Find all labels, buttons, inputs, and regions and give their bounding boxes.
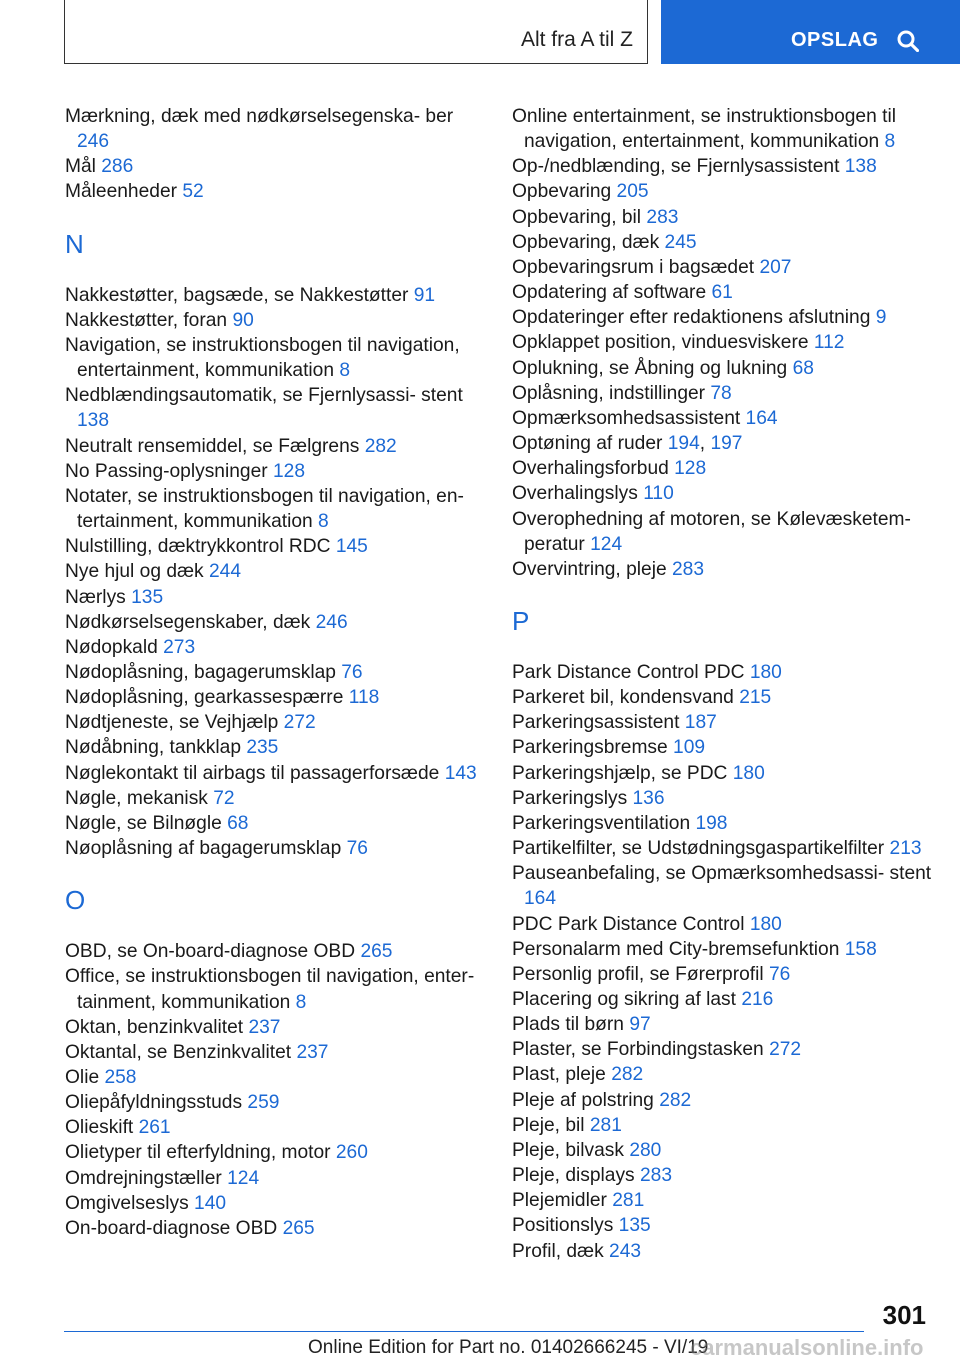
index-entry — [65, 964, 485, 1014]
page-link[interactable]: 61 — [711, 282, 733, 304]
page-link[interactable]: 246 — [77, 131, 110, 153]
index-entry — [65, 610, 485, 635]
page-link[interactable]: 286 — [101, 156, 134, 178]
index-entry-text: Nødoplåsning, bagagerumsklap — [65, 661, 336, 683]
page-link[interactable]: 244 — [209, 561, 242, 583]
index-entry — [512, 154, 932, 179]
index-entry-text: Pleje, bil — [512, 1114, 585, 1136]
index-entry — [512, 280, 932, 305]
index-entry-text: Parkeringslys — [512, 787, 628, 809]
page-link[interactable]: 281 — [589, 1114, 622, 1136]
index-entry — [65, 434, 485, 459]
index-entry-text: Overhalingsforbud — [512, 458, 669, 480]
page-link[interactable]: 213 — [889, 838, 922, 860]
page-link[interactable]: 78 — [710, 382, 732, 404]
page-link[interactable]: 237 — [248, 1016, 281, 1038]
page-link[interactable]: 124 — [227, 1167, 260, 1189]
page-link[interactable]: 198 — [695, 812, 728, 834]
index-entry — [65, 1040, 485, 1065]
index-entry — [65, 154, 485, 179]
index-entry — [512, 456, 932, 481]
index-entry-text: Oplåsning, indstillinger — [512, 382, 706, 404]
page-link[interactable]: 180 — [749, 661, 782, 683]
index-entry-text: Opbevaring, dæk — [512, 231, 660, 253]
page-link[interactable]: 138 — [844, 156, 877, 178]
index-entry — [65, 383, 485, 433]
index-entry-text: Måleenheder — [65, 181, 178, 203]
page-link[interactable]: 91 — [413, 284, 436, 306]
index-entry: Optøning af ruder 194, 197 — [512, 433, 743, 455]
index-entry-text: Parkeringsbremse — [512, 737, 668, 759]
index-entry — [65, 1166, 485, 1191]
index-entry — [512, 685, 932, 710]
index-entry-text: Plads til børn — [512, 1014, 624, 1036]
page-link[interactable]: 265 — [282, 1217, 315, 1239]
index-entry-text: OBD, se On-board-diagnose OBD — [65, 941, 356, 963]
index-entry — [65, 1090, 485, 1115]
index-entry-text: Omgivelseslys — [65, 1192, 189, 1214]
page-link[interactable]: 76 — [341, 661, 363, 683]
index-entry — [512, 507, 932, 557]
index-entry-text: Opklappet position, vinduesviskere — [512, 332, 809, 354]
index-entry-text: Omdrejningstæller — [65, 1167, 222, 1189]
page-link[interactable]: 194 — [667, 433, 700, 455]
index-letter-heading: O — [65, 885, 86, 916]
index-entry — [65, 484, 485, 534]
index-entry-text: Oliepåfyldningsstuds — [65, 1092, 243, 1114]
index-entry-text: Op-/nedblænding, se Fjernlysassistent — [512, 156, 840, 178]
index-entry-text: Pauseanbefaling, se Opmærksomhedsassi‐ stent — [512, 863, 932, 885]
index-entry — [512, 937, 932, 962]
index-entry — [512, 1188, 932, 1213]
page-link[interactable]: 110 — [643, 483, 674, 505]
index-entry — [512, 1012, 932, 1037]
page-link[interactable]: 245 — [664, 231, 697, 253]
page-link[interactable]: 197 — [710, 433, 743, 455]
index-entry-text: Neutralt rensemiddel, se Fælgrens — [65, 435, 360, 457]
page-link[interactable]: 283 — [640, 1165, 673, 1187]
index-entry-text: Oplukning, se Åbning og lukning — [512, 357, 788, 379]
index-entry — [512, 406, 932, 431]
index-entry-text: Opdatering af software — [512, 282, 707, 304]
index-entry-text: Placering og sikring af last — [512, 989, 736, 1010]
page-link[interactable]: 235 — [246, 737, 279, 759]
index-entry-text: On-board-diagnose OBD — [65, 1217, 278, 1239]
index-entry-text: Partikelfilter, se Udstødningsgaspartikelfilter — [512, 838, 885, 860]
index-entry-text: Park Distance Control PDC — [512, 661, 745, 683]
index-entry — [512, 836, 932, 861]
index-entry — [65, 585, 485, 610]
index-entry-text: Notater, se instruktionsbogen til navigation, en‐ tertainment, kommunikation — [65, 485, 464, 533]
page-link[interactable]: 138 — [77, 410, 110, 432]
index-entry — [512, 987, 932, 1012]
page-link[interactable]: 282 — [611, 1064, 644, 1086]
page-link[interactable]: 216 — [741, 989, 774, 1010]
index-entry-text: Positionslys — [512, 1215, 614, 1237]
page-link[interactable]: 8 — [339, 360, 351, 382]
index-entry — [512, 735, 932, 760]
index-entry-text: Nøgle, se Bilnøgle — [65, 812, 222, 834]
page-link[interactable]: 118 — [348, 687, 380, 709]
index-entry-text: Parkeringshjælp, se PDC — [512, 762, 728, 784]
page-link[interactable]: 97 — [629, 1014, 651, 1036]
page-link[interactable]: 282 — [364, 435, 397, 457]
page-link[interactable]: 8 — [884, 131, 896, 153]
index-entry — [512, 205, 932, 230]
index-entry — [65, 1115, 485, 1140]
index-entry — [65, 308, 485, 333]
page-link[interactable]: 90 — [232, 309, 254, 331]
index-entry — [65, 735, 485, 760]
page-link[interactable]: 9 — [875, 307, 887, 329]
index-entry-text: No Passing-oplysninger — [65, 460, 268, 482]
index-entry — [65, 1216, 485, 1241]
page-link[interactable]: 187 — [684, 712, 717, 734]
search-icon — [897, 30, 919, 52]
watermark: carmanualsonline.info — [690, 1335, 924, 1360]
page-link[interactable]: 207 — [759, 256, 792, 278]
page-link[interactable]: 260 — [335, 1142, 368, 1164]
index-entry-text: Nødopkald — [65, 636, 158, 658]
index-entry — [65, 534, 485, 559]
index-entry-text: Nødkørselsegenskaber, dæk — [65, 611, 311, 633]
index-entry-text: Nødåbning, tankklap — [65, 737, 241, 759]
page-link[interactable]: 281 — [612, 1190, 645, 1212]
index-entry — [512, 811, 932, 836]
index-entry-text: Nødtjeneste, se Vejhjælp — [65, 712, 279, 734]
index-letter-heading: N — [65, 228, 84, 259]
page-link[interactable]: 272 — [769, 1039, 802, 1061]
index-entry — [65, 104, 485, 154]
index-entry-text: Nulstilling, dæktrykkontrol RDC — [65, 536, 331, 558]
page-link[interactable]: 8 — [295, 991, 307, 1013]
page-link[interactable]: 136 — [632, 787, 665, 809]
page-link[interactable]: 72 — [213, 787, 235, 809]
page-link[interactable]: 261 — [138, 1117, 171, 1139]
index-entry — [65, 836, 485, 861]
page-link[interactable]: 273 — [163, 636, 196, 658]
index-entry — [512, 330, 932, 355]
index-entry — [65, 660, 485, 685]
index-entry — [512, 104, 932, 154]
index-entry — [512, 1113, 932, 1138]
index-entry — [65, 786, 485, 811]
index-entry-text: Navigation, se instruktionsbogen til navigation, entertainment, kommunikation — [65, 334, 460, 382]
index-entry — [65, 179, 485, 204]
page-link[interactable]: 283 — [646, 206, 679, 228]
index-entry-text: Opmærksomhedsassistent — [512, 407, 741, 429]
index-entry — [512, 761, 932, 786]
footer-divider — [64, 1331, 864, 1332]
index-entry-text: Nøoplåsning af bagagerumsklap — [65, 838, 342, 860]
page-link[interactable]: 112 — [813, 332, 845, 354]
index-entry-text: Nakkestøtter, foran — [65, 309, 228, 331]
page-link[interactable]: 135 — [618, 1215, 651, 1237]
index-entry-text: Office, se instruktionsbogen til navigation, enter‐ tainment, kommunikation — [65, 966, 475, 1013]
index-entry — [65, 1015, 485, 1040]
index-entry — [512, 1213, 932, 1238]
index-entry — [65, 333, 485, 383]
index-entry-text: Nærlys — [65, 586, 126, 608]
chapter-tab[interactable] — [64, 0, 648, 64]
index-entry — [65, 459, 485, 484]
index-entry-text: PDC Park Distance Control — [512, 913, 745, 935]
index-entry — [512, 786, 932, 811]
index-entry — [512, 660, 932, 685]
page-link[interactable]: 8 — [318, 511, 329, 533]
index-entry — [65, 635, 485, 660]
index-entry — [65, 939, 485, 964]
index-entry — [512, 1163, 932, 1188]
index-entry — [512, 305, 932, 330]
index-entry — [65, 761, 485, 786]
index-column-left — [65, 104, 485, 1241]
index-entry-text: Opbevaring, bil — [512, 206, 642, 228]
lookup-button-label: OPSLAG — [791, 29, 879, 51]
page-link[interactable]: 246 — [315, 611, 348, 633]
index-entry — [512, 255, 932, 280]
index-entry-text: Optøning af ruder — [512, 433, 663, 455]
index-entry-text: Personlig profil, se Førerprofil — [512, 963, 764, 985]
page-link[interactable]: 282 — [659, 1089, 692, 1111]
index-entry-text: Opdateringer efter redaktionens afslutning — [512, 307, 871, 329]
index-entry — [65, 559, 485, 584]
edition-text: Online Edition for Part no. 01402666245 - VI/19 — [308, 1337, 709, 1358]
page-link[interactable]: 76 — [346, 838, 368, 860]
page-link[interactable]: 259 — [247, 1092, 280, 1114]
index-entry-text: Nøglekontakt til airbags til passagerforsæde — [65, 762, 440, 784]
index-entry-text: Plejemidler — [512, 1190, 607, 1212]
page-link[interactable]: 52 — [182, 181, 204, 203]
index-letter-heading: P — [512, 605, 530, 636]
index-entry — [512, 230, 932, 255]
index-entry-text: Olie — [65, 1067, 100, 1088]
index-entry-text: Nakkestøtter, bagsæde, se Nakkestøtter — [65, 284, 409, 306]
page-link[interactable]: 272 — [283, 712, 316, 734]
index-entry-text: Opbevaring — [512, 181, 612, 203]
page-link[interactable]: 124 — [590, 533, 623, 555]
index-entry-text: Oktantal, se Benzinkvalitet — [65, 1041, 292, 1063]
index-entry — [65, 1191, 485, 1216]
index-entry-text: Pleje, bilvask — [512, 1139, 624, 1161]
page-link[interactable]: 128 — [272, 460, 305, 482]
index-entry-text: Plaster, se Forbindingstasken — [512, 1039, 764, 1061]
index-entry-text: Personalarm med City-bremsefunktion — [512, 938, 840, 960]
index-entry-text: Pleje af polstring — [512, 1089, 654, 1111]
page-link[interactable]: 280 — [629, 1139, 662, 1161]
page-link[interactable]: 265 — [360, 941, 393, 963]
page-link[interactable]: 237 — [296, 1041, 329, 1063]
page-link[interactable]: 143 — [444, 762, 477, 784]
index-column-right — [512, 104, 932, 1264]
index-entry-text: Olietyper til efterfyldning, motor — [65, 1142, 331, 1164]
index-entry — [512, 962, 932, 987]
index-entry-text: Nedblændingsautomatik, se Fjernlysassi‐ stent — [65, 385, 463, 407]
index-entry — [512, 1088, 932, 1113]
page-link[interactable]: 158 — [844, 938, 877, 960]
page-link[interactable]: 258 — [104, 1067, 137, 1088]
page-link[interactable]: 135 — [131, 586, 164, 608]
index-entry-text: Olieskift — [65, 1117, 134, 1139]
index-entry-text: Mærkning, dæk med nødkørselsegenska‐ ber — [65, 106, 454, 127]
index-entry-text: Opbevaringsrum i bagsædet — [512, 256, 755, 278]
index-entry-text: Online entertainment, se instruktionsbogen til navigation, entertainment, kommunikation — [512, 106, 896, 153]
index-entry-text: Overhalingslys — [512, 483, 638, 505]
index-entry — [512, 1037, 932, 1062]
index-entry-text: Profil, dæk — [512, 1240, 604, 1262]
page-link[interactable]: 180 — [732, 762, 765, 784]
index-entry-text: Parkeret bil, kondensvand — [512, 687, 734, 709]
page-link[interactable]: 180 — [749, 913, 782, 935]
index-entry — [512, 861, 932, 911]
index-entry — [512, 912, 932, 937]
index-entry-text: Oktan, benzinkvalitet — [65, 1016, 244, 1038]
index-entry — [65, 283, 485, 308]
index-entry-text: Parkeringsventilation — [512, 812, 691, 834]
index-entry — [512, 710, 932, 735]
page-link[interactable]: 68 — [227, 812, 249, 834]
index-entry-text: Nødoplåsning, gearkassespærre — [65, 687, 344, 709]
chapter-tab-label: Alt fra A til Z — [520, 28, 633, 51]
index-entry — [512, 557, 932, 582]
index-entry — [512, 481, 932, 506]
page-link[interactable]: 243 — [609, 1240, 642, 1262]
page-link[interactable]: 164 — [524, 888, 557, 910]
page-link[interactable]: 140 — [194, 1192, 227, 1214]
index-entry — [512, 356, 932, 381]
page-number: 301 — [882, 1300, 926, 1330]
index-entry — [65, 1140, 485, 1165]
index-entry — [512, 381, 932, 406]
index-entry-text: Parkeringsassistent — [512, 712, 680, 734]
index-entry — [65, 1065, 485, 1090]
index-entry — [512, 1062, 932, 1087]
page-link[interactable]: 109 — [673, 737, 706, 759]
page-link[interactable]: 205 — [616, 181, 649, 203]
index-entry-text: Overvintring, pleje — [512, 558, 667, 580]
index-entry-text: Plast, pleje — [512, 1064, 606, 1086]
index-entry — [512, 179, 932, 204]
index-entry-text: Pleje, displays — [512, 1165, 635, 1187]
page-link[interactable]: 215 — [739, 687, 772, 709]
index-entry — [65, 710, 485, 735]
index-entry — [65, 685, 485, 710]
page-link[interactable]: 283 — [671, 558, 704, 580]
index-entry-text: Nye hjul og dæk — [65, 561, 204, 583]
index-entry — [65, 811, 485, 836]
index-entry — [512, 1138, 932, 1163]
page-link[interactable]: 128 — [674, 458, 707, 480]
index-entry-text: Mål — [65, 156, 96, 178]
index-entry-text: Nøgle, mekanisk — [65, 787, 208, 809]
index-entry-text: Overophedning af motoren, se Kølevæsketem‐ peratur — [512, 508, 911, 555]
page-link[interactable]: 68 — [792, 357, 814, 379]
page-link[interactable]: 164 — [745, 407, 778, 429]
index-entry — [512, 1239, 932, 1264]
page-link[interactable]: 145 — [335, 536, 368, 558]
page-link[interactable]: 76 — [769, 963, 791, 985]
